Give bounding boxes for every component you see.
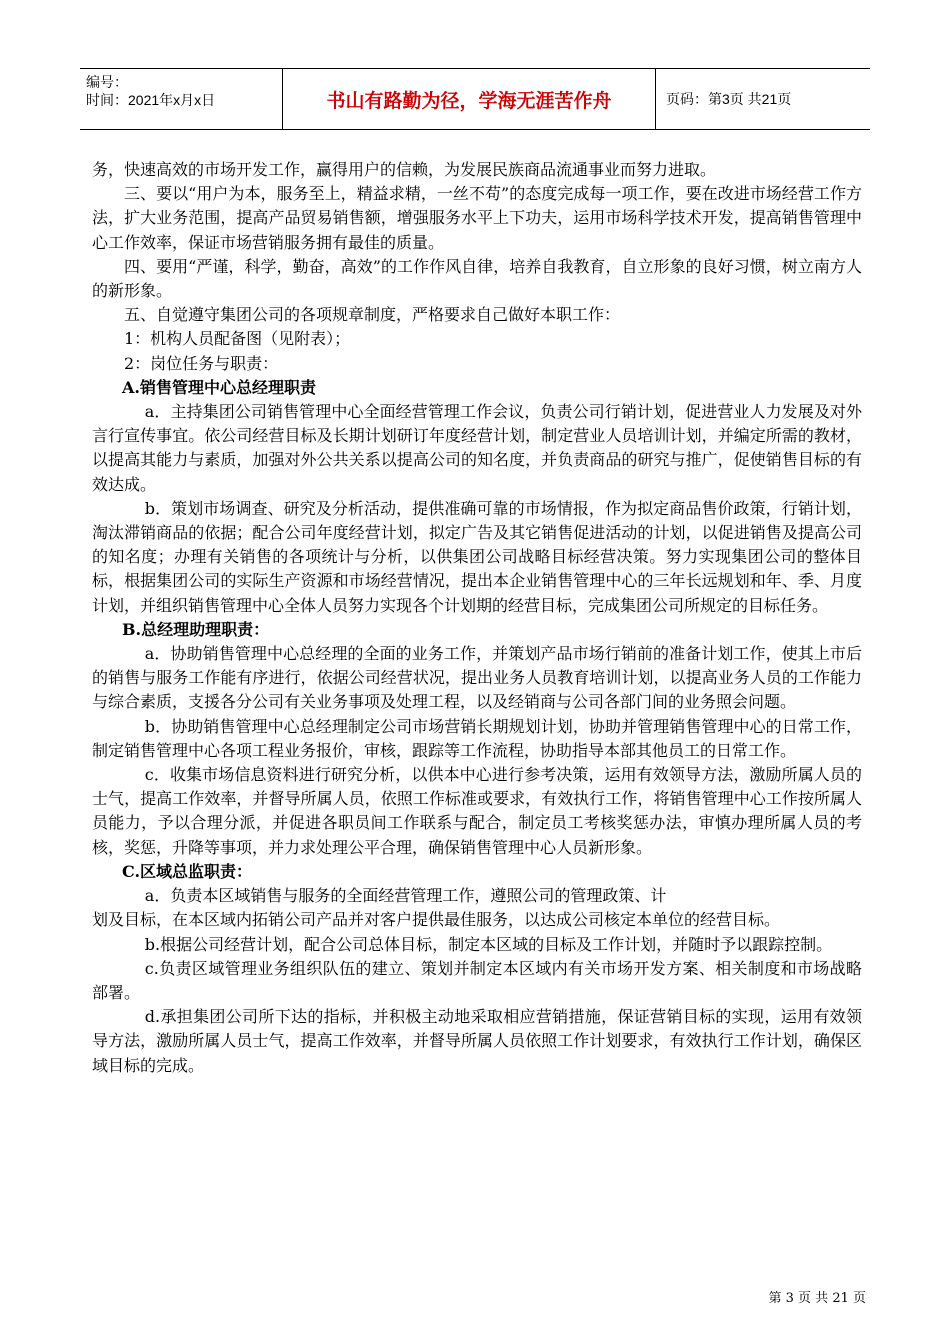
- header-motto: 书山有路勤为径，学海无涯苦作舟: [283, 69, 656, 129]
- page-header: [80, 68, 870, 130]
- section-b-item: a．协助销售管理中心总经理的全面的业务工作，并策划产品市场行销前的准备计划工作，使其上市后的销售与服务工作能有序进行，依据公司经营状况，提出业务人员教育培训计划，以提高业务人员的工作能力与综合素质，支援各分公司有关业务事项及处理工程，以及经销商与公司各部门间的业务照会问题。: [92, 644, 862, 712]
- section-c-item: d.承担集团公司所下达的指标，并积极主动地采取相应营销措施，保证营销目标的实现，运用有效领导方法，激励所属人员士气，提高工作效率，并督导所属人员依照工作计划要求，有效执行工作计划，确保区域目标的完成。: [92, 1007, 862, 1075]
- section-b-item: b．协助销售管理中心总经理制定公司市场营销长期规划计划，协助并管理销售管理中心的日常工作，制定销售管理中心各项工程业务报价，审核，跟踪等工作流程，协助指导本部其他员工的日常工作。: [92, 716, 862, 760]
- time-label: 时间：2021年x月x日: [86, 92, 216, 108]
- paragraph: 务，快速高效的市场开发工作，赢得用户的信赖，为发展民族商品流通事业而努力进取。: [92, 160, 717, 179]
- section-a-title: A.销售管理中心总经理职责: [122, 377, 316, 397]
- section-c-item: b.根据公司经营计划，配合公司总体目标，制定本区域的目标及工作计划，并随时予以跟踪控制。: [144, 934, 833, 954]
- paragraph: 五、自觉遵守集团公司的各项规章制度，严格要求自己做好本职工作：: [124, 305, 621, 325]
- section-a-item: b．策划市场调查、研究及分析活动，提供准确可靠的市场情报，作为拟定商品售价政策，行销计划，淘汰滞销商品的依据；配合公司年度经营计划，拟定广告及其它销售促进活动的计划，以促进销售及提高公司的知名度；办理有关销售的各项统计与分析，以供集团公司战略目标经营决策。努力实现集团公司的整体目标，根据集团公司的实际生产资源和市场经营情况，提出本企业销售管理中心的三年长远规划和年、季、月度计划，并组织销售管理中心全体人员努力实现各个计划期的经营目标，完成集团公司所规定的目标任务。: [92, 498, 862, 615]
- section-c-item-a-rest: 划及目标，在本区域内拓销公司产品并对客户提供最佳服务，以达成公司核定本单位的经营目标。: [92, 910, 781, 930]
- header-page-info: 页码：第3页 共21页: [666, 91, 792, 107]
- paragraph: 2：岗位任务与职责：: [124, 353, 279, 373]
- paragraph: 四、要用“严谨，科学，勤奋，高效”的工作作风自律，培养自我教育，自立形象的良好习惯，树立南方人的新形象。: [92, 256, 862, 301]
- page-footer: 第 3 页 共 21 页: [768, 1291, 866, 1306]
- doc-number-label: 编号：: [86, 74, 128, 90]
- section-b-item: c．收集市场信息资料进行研究分析，以供本中心进行参考决策，运用有效领导方法，激励所属人员的士气，提高工作效率，并督导所属人员，依照工作标准或要求，有效执行工作，将销售管理中心工作按所属人员能力，予以合理分派，并促进各职员间工作联系与配合，制定员工考核奖惩办法，审慎办理所属人员的考核，奖惩，升降等事项，并力求处理公平合理，确保销售管理中心人员新形象。: [92, 765, 862, 857]
- document-body: [92, 158, 862, 1078]
- section-b-title: B.总经理助理职责：: [122, 619, 270, 639]
- paragraph: 1：机构人员配备图（见附表）；: [124, 329, 351, 349]
- header-meta: [80, 69, 283, 129]
- section-c-item-a-line1: a．负责本区域销售与服务的全面经营管理工作，遵照公司的管理政策、计: [144, 886, 667, 906]
- section-c-title: C.区域总监职责：: [122, 861, 253, 881]
- section-c-item: c.负责区域管理业务组织队伍的建立、策划并制定本区域内有关市场开发方案、相关制度和市场战略部署。: [92, 958, 862, 1002]
- paragraph: 三、要以“用户为本，服务至上，精益求精，一丝不苟”的态度完成每一项工作，要在改进市场经营工作方法，扩大业务范围，提高产品贸易销售额，增强服务水平上下功夫，运用市场科学技术开发，提高销售管理中心工作效率，保证市场营销服务拥有最佳的质量。: [92, 184, 862, 252]
- section-a-item: a．主持集团公司销售管理中心全面经营管理工作会议，负责公司行销计划，促进营业人力发展及对外言行宣传事宜。依公司经营目标及长期计划研订年度经营计划，制定营业人员培训计划，并编定所需的教材，以提高其能力与素质，加强对外公共关系以提高公司的知名度，并负责商品的研究与推广，促使销售目标的有效达成。: [92, 402, 862, 494]
